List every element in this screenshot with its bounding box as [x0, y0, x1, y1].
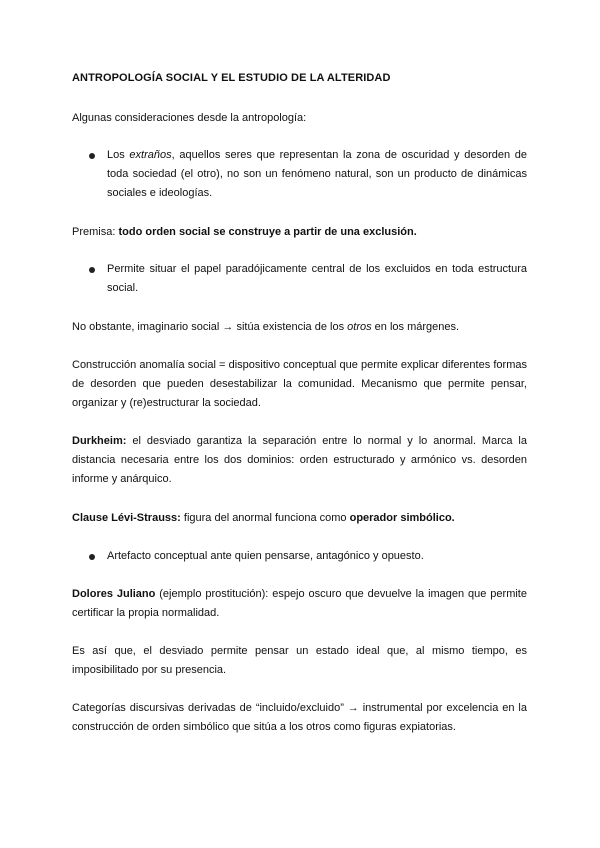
- levi-name: Clause Lévi-Strauss:: [72, 512, 181, 524]
- juliano-name: Dolores Juliano: [72, 588, 156, 600]
- durkheim-paragraph: [72, 432, 527, 489]
- document-title: ANTROPOLOGÍA SOCIAL Y EL ESTUDIO DE LA ALTERIDAD: [72, 72, 391, 84]
- bullet-item-excluidos: Permite situar el papel paradójicamente central de los excluidos en toda estructura social.: [107, 263, 527, 294]
- levi-strauss-paragraph: [72, 509, 527, 528]
- bullet-dot: [89, 267, 95, 273]
- noobstante-before: No obstante, imaginario social → sitúa existencia de los: [72, 321, 348, 333]
- premise-paragraph: [72, 223, 527, 242]
- levi-bold2: operador simbólico.: [349, 512, 455, 524]
- durkheim-name: Durkheim:: [72, 435, 127, 447]
- juliano-paragraph: [72, 585, 527, 623]
- noobstante-after: en los márgenes.: [371, 321, 460, 333]
- bullet1-rest: , aquellos seres que representan la zona de oscuridad y desorden de toda sociedad (el otro), no son un fenómeno natural, son un producto de dinámicas sociales e ideologías.: [107, 149, 527, 199]
- intro-paragraph: Algunas consideraciones desde la antropología:: [72, 112, 307, 124]
- noobstante-italic: otros: [347, 321, 372, 333]
- durkheim-text: el desviado garantiza la separación entre lo normal y lo anormal. Marca la distancia necesaria entre los dos dominios: orden estructurado y armónico vs. desorden informe y anárquico.: [72, 435, 527, 485]
- bullet-dot: [89, 554, 95, 560]
- levi-text: figura del anormal funciona como: [180, 512, 350, 524]
- premise-label: Premisa:: [72, 226, 119, 238]
- juliano-text: (ejemplo prostitución): espejo oscuro que devuelve la imagen que permite certificar la propia normalidad.: [72, 588, 527, 619]
- bullet-item-artefacto: Artefacto conceptual ante quien pensarse, antagónico y opuesto.: [107, 550, 424, 562]
- bullet1-italic: extraños: [129, 149, 172, 161]
- no-obstante-paragraph: [72, 318, 527, 337]
- categorias-paragraph: Categorías discursivas derivadas de “incluido/excluido” → instrumental por excelencia en la construcción de orden simbólico que sitúa a los otros como figuras expiatorias.: [72, 702, 527, 733]
- construccion-paragraph: Construcción anomalía social = dispositivo conceptual que permite explicar diferentes formas de desorden que pueden desestabilizar la comunidad. Mecanismo que permite pensar, organizar y (re)estructurar la sociedad.: [72, 359, 527, 409]
- bullet-item-extranos: [107, 146, 527, 203]
- bullet1-prefix: Los: [107, 149, 130, 161]
- premise-bold: todo orden social se construye a partir de una exclusión.: [118, 226, 417, 238]
- es-asi-paragraph: Es así que, el desviado permite pensar un estado ideal que, al mismo tiempo, es imposibilitado por su presencia.: [72, 645, 527, 676]
- bullet-dot: [89, 153, 95, 159]
